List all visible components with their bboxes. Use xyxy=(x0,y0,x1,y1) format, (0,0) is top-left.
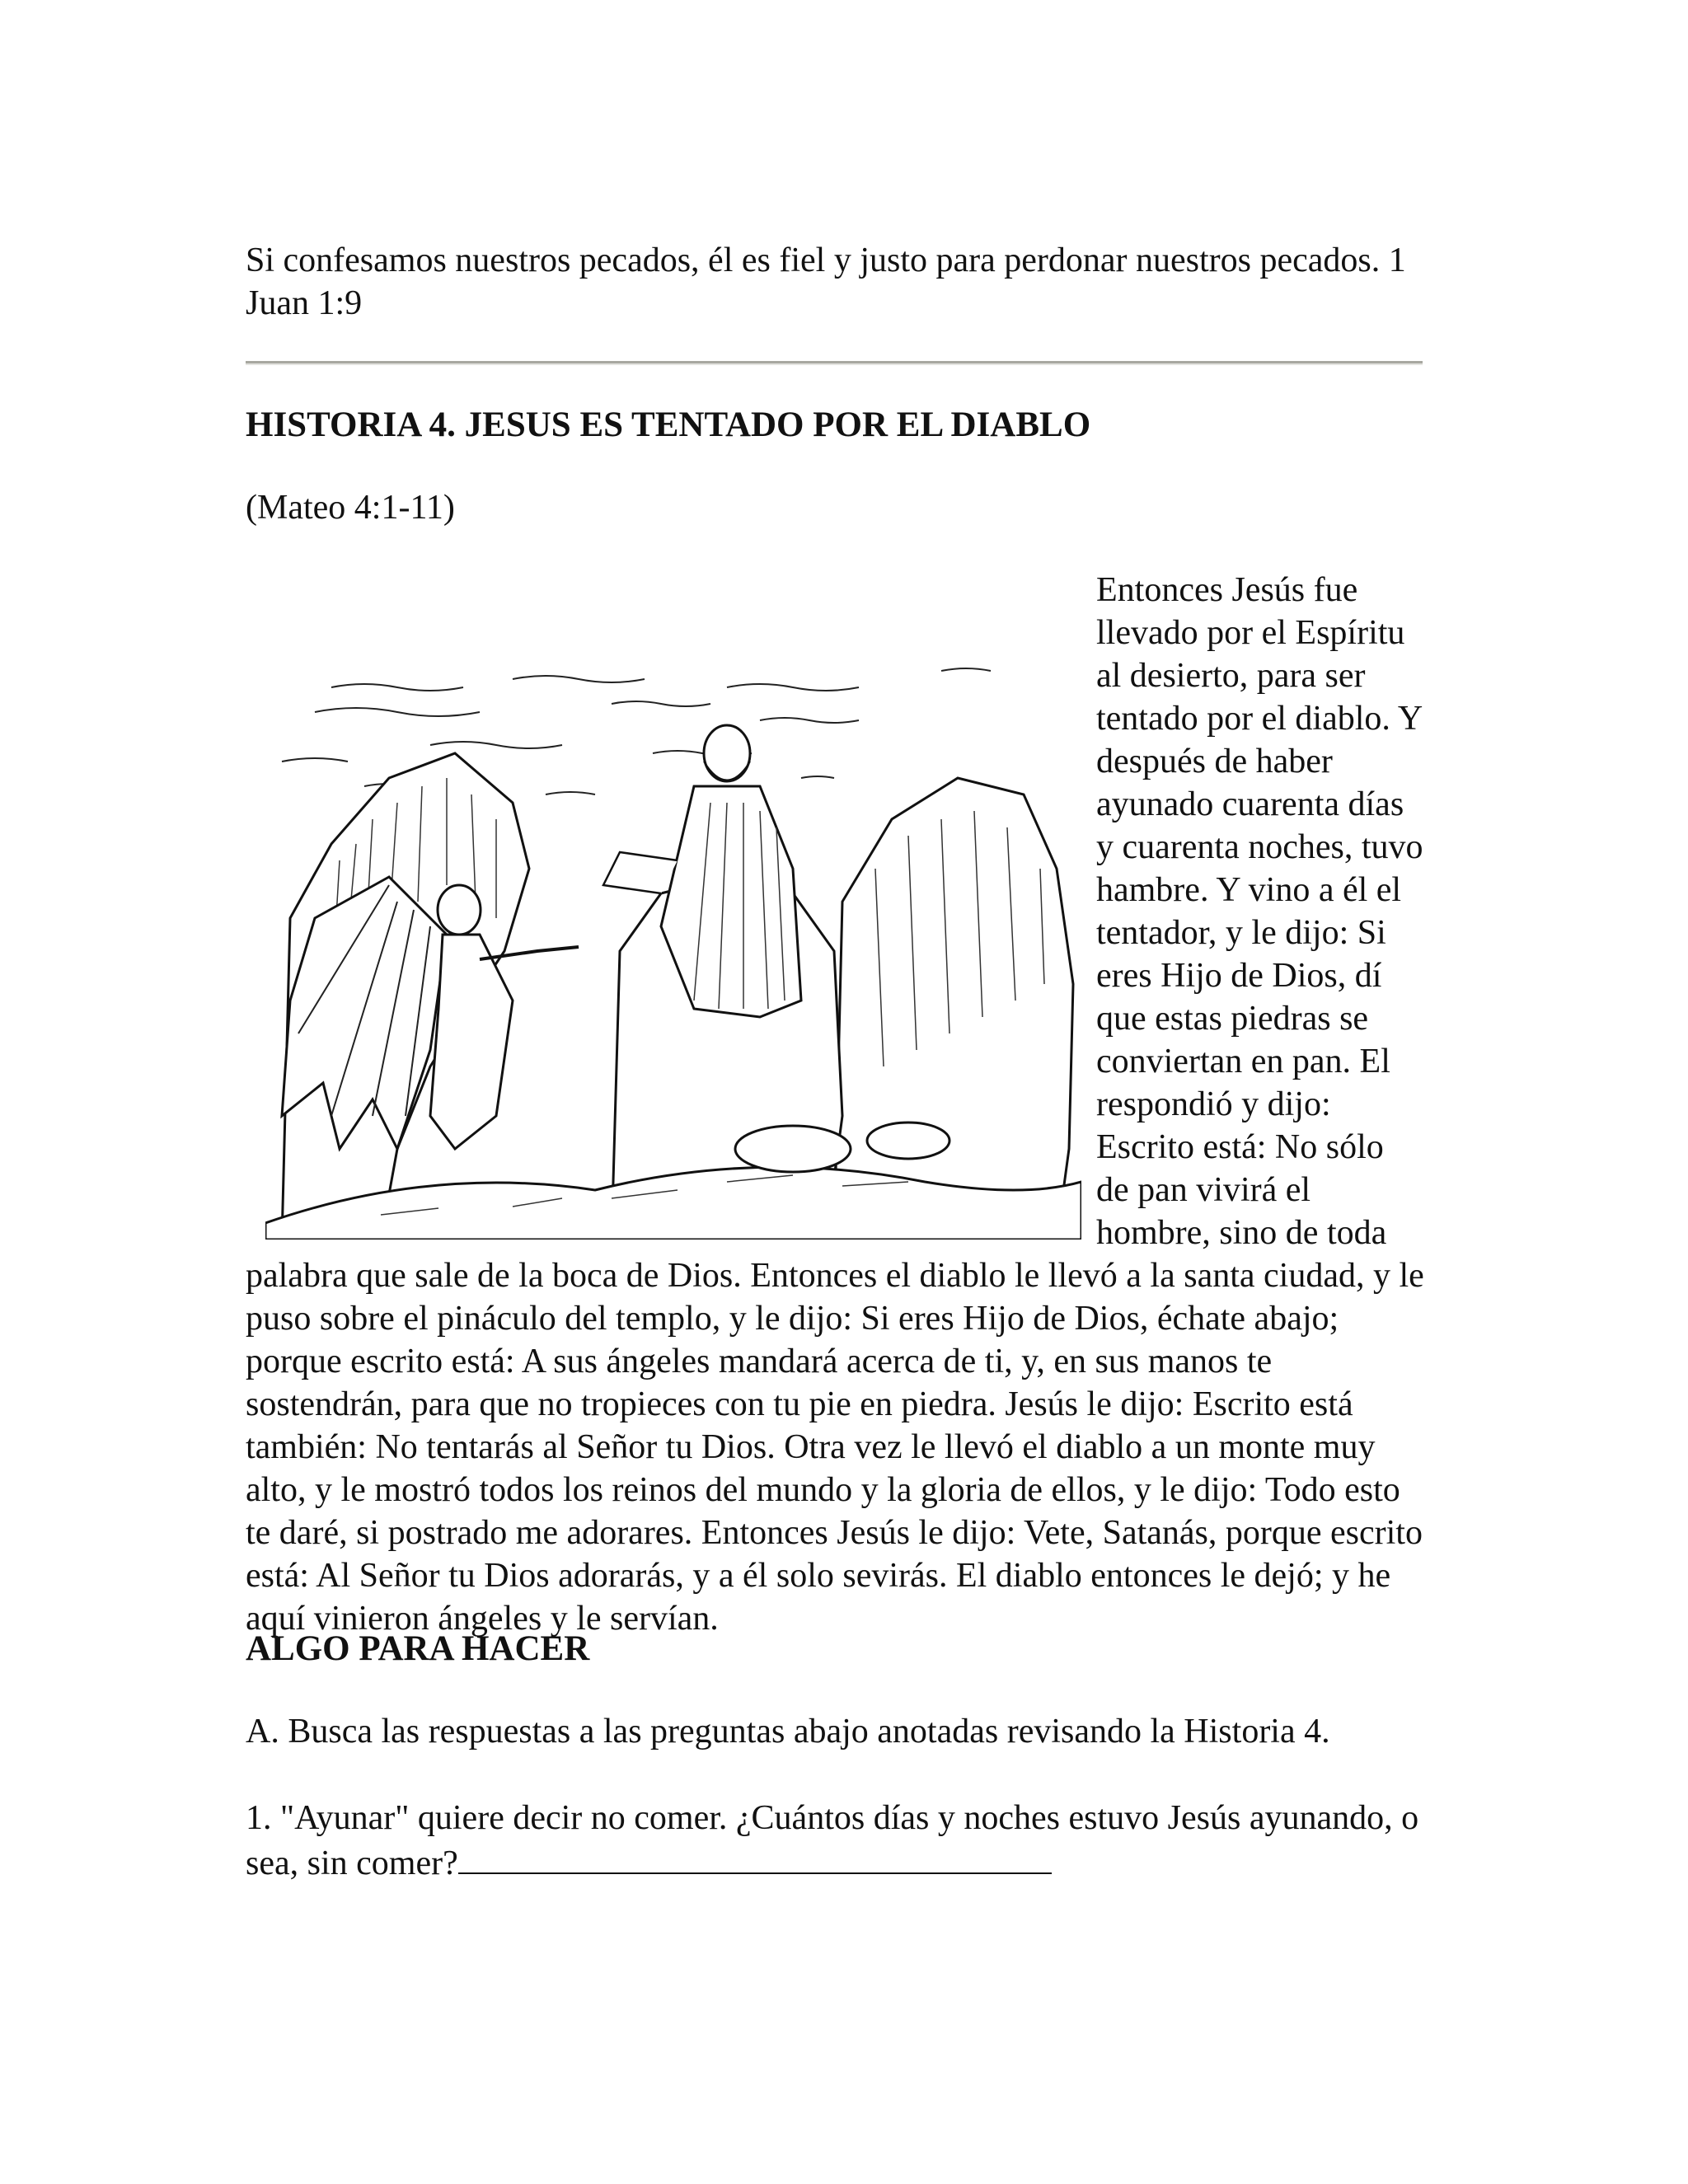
story-body xyxy=(246,569,1424,1640)
activity-heading: ALGO PARA HACER xyxy=(246,1629,590,1668)
answer-blank-1[interactable] xyxy=(458,1840,1052,1874)
scripture-reference: (Mateo 4:1-11) xyxy=(246,489,455,527)
horizontal-divider xyxy=(246,361,1423,365)
temptation-illustration xyxy=(265,654,1081,1240)
activity-instruction: A. Busca las respuestas a las preguntas abajo anotadas revisando la Historia 4. xyxy=(246,1713,1330,1750)
question-1 xyxy=(246,1797,1424,1885)
story-title: HISTORIA 4. JESUS ES TENTADO POR EL DIABLO xyxy=(246,405,1091,444)
question-1-text: 1. "Ayunar" quiere decir no comer. ¿Cuántos días y noches estuvo Jesús ayunando, o sea, sin comer? xyxy=(246,1799,1419,1882)
story-text: Entonces Jesús fue llevado por el Espíritu al desierto, para ser tentado por el diablo. Y después de haber ayunado cuarenta días y cuarenta noches, tuvo hambre. Y vino a él el tentador, y le dijo: Si eres Hijo de Dios, dí que estas piedras se conviertan en pan. El respondió y dijo: Escrito está: No sólo de pan vivirá el hombre, sino de toda palabra que sale de la boca de Dios. Entonces el diablo le llevó a la santa ciudad, y le puso sobre el pináculo del templo, y le dijo: Si eres Hijo de Dios, échate abajo; porque escrito está: A sus ángeles mandará acerca de ti, y, en sus manos te sostendrán, para que no tropieces con tu pie en piedra. Jesús le dijo: Escrito está también: No tentarás al Señor tu Dios. Otra vez le llevó el diablo a un monte muy alto, y le mostró todos los reinos del mundo y la gloria de ellos, y le dijo: Todo esto te daré, si postrado me adorares. Entonces Jesús le dijo: Vete, Satanás, porque escrito está: Al Señor tu Dios adorarás, y a él solo sevirás. El diablo entonces le dejó; y he aquí vinieron ángeles y le servían. xyxy=(246,571,1424,1638)
memory-verse: Si confesamos nuestros pecados, él es fiel y justo para perdonar nuestros pecados. 1 Juan 1:9 xyxy=(246,241,1406,322)
